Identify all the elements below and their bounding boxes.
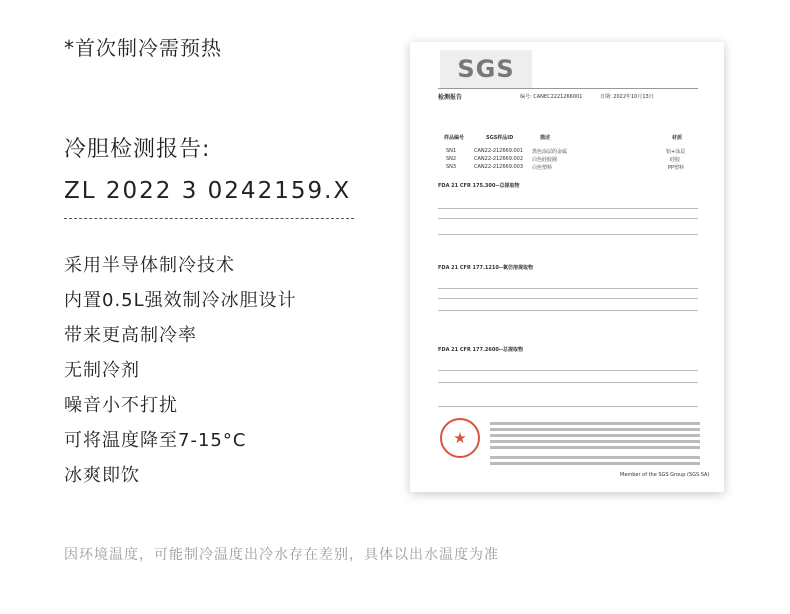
fineprint-line — [490, 422, 700, 425]
sample-cell: CAN22-212669.001 — [474, 148, 524, 154]
table-rule — [438, 218, 698, 219]
report-heading: 冷胆检测报告: — [64, 137, 211, 162]
section-heading: FDA 21 CFR 175.300--总提取物 — [438, 183, 520, 189]
fineprint-line — [490, 428, 700, 431]
table-rule — [438, 234, 698, 235]
table-rule — [438, 298, 698, 299]
sample-cell: PP塑料 — [668, 165, 685, 171]
table-rule — [438, 310, 698, 311]
sgs-member-line: Member of the SGS Group (SGS SA) — [620, 472, 710, 478]
sample-cell: 铝+涂层 — [666, 149, 686, 155]
fineprint-line — [490, 462, 700, 465]
sample-cell: 白色硅胶圈 — [532, 157, 558, 163]
feature-item: 内置0.5L强效制冷冰胆设计 — [64, 290, 297, 311]
footnote: 因环境温度，可能制冷温度出冷水存在差别，具体以出水温度为准 — [64, 547, 499, 563]
sgs-logo: SGS — [440, 50, 532, 88]
star-icon: ★ — [453, 429, 467, 447]
sample-cell: 硅胶 — [670, 157, 681, 163]
fineprint-line — [490, 434, 700, 437]
table-rule — [438, 382, 698, 383]
sample-cell: CAN22-212669.003 — [474, 164, 524, 170]
sample-col-header: 样品编号 — [444, 135, 465, 141]
certificate-title: 检测报告 — [438, 94, 463, 101]
table-rule — [438, 370, 698, 371]
fineprint-line — [490, 456, 700, 459]
table-rule — [438, 208, 698, 209]
sample-cell: 黑色涂层的金属 — [532, 149, 568, 155]
feature-item: 可将温度降至7-15°C — [64, 430, 247, 451]
section-heading: FDA 21 CFR 177.2600--总提取物 — [438, 347, 523, 353]
fineprint-line — [490, 440, 700, 443]
table-rule — [438, 406, 698, 407]
report-number: ZL 2022 3 0242159.X — [64, 178, 352, 204]
sample-cell: SN1 — [446, 148, 457, 154]
table-rule — [438, 288, 698, 289]
sample-cell: 白色塑料 — [532, 165, 553, 171]
fineprint-line — [490, 446, 700, 449]
sample-cell: SN3 — [446, 164, 457, 170]
dashed-divider — [64, 218, 354, 219]
sample-col-header: 材质 — [672, 135, 683, 141]
sample-cell: SN2 — [446, 156, 457, 162]
sample-col-header: 描述 — [540, 135, 551, 141]
certificate-ref: 编号: CANEC2221266001 — [520, 94, 583, 100]
feature-item: 无制冷剂 — [64, 360, 140, 381]
certificate-date: 日期: 2022年10月13日 — [600, 94, 654, 100]
feature-item: 采用半导体制冷技术 — [64, 255, 235, 276]
section-heading: FDA 21 CFR 177.1210--氯仿溶提取物 — [438, 265, 533, 271]
sample-cell: CAN22-212669.002 — [474, 156, 524, 162]
preheat-note: *首次制冷需预热 — [64, 36, 222, 60]
sgs-certificate-image — [410, 42, 724, 492]
inspection-stamp — [440, 418, 480, 458]
feature-item: 带来更高制冷率 — [64, 325, 197, 346]
feature-list — [64, 248, 297, 493]
feature-item: 噪音小不打扰 — [64, 395, 178, 416]
sample-col-header: SGS样品ID — [486, 135, 514, 141]
feature-item: 冰爽即饮 — [64, 465, 140, 486]
header-rule — [438, 88, 698, 89]
